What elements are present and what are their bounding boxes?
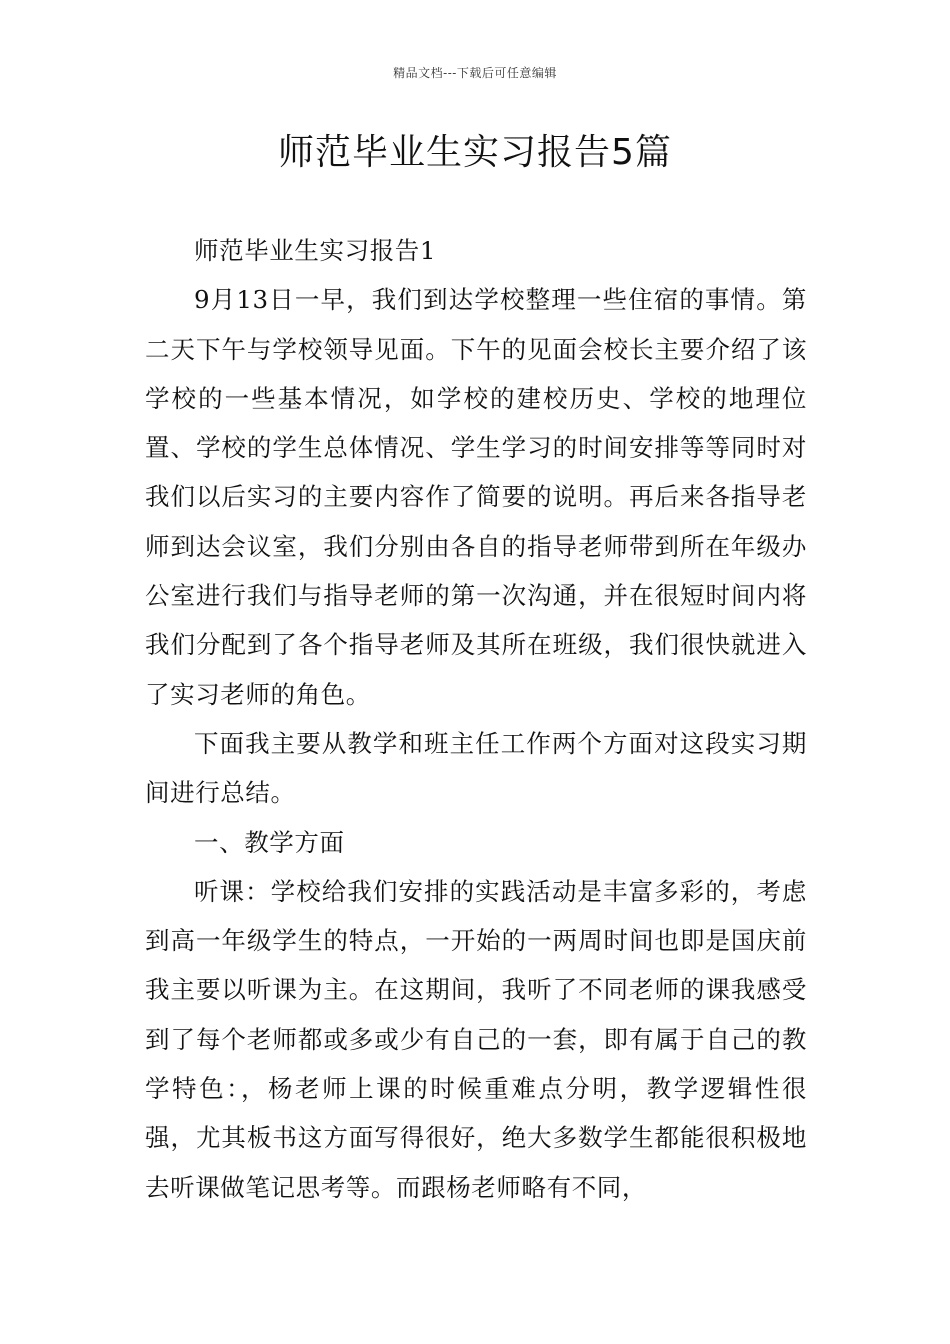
- body-paragraph: 9月13日一早，我们到达学校整理一些住宿的事情。第二天下午与学校领导见面。下午的见面会校长主要介绍了该学校的一些基本情况，如学校的建校历史、学校的地理位置、学校的学生总体情况、学生学习的时间安排等等同时对我们以后实习的主要内容作了简要的说明。再后来各指导老师到达会议室，我们分别由各自的指导老师带到所在年级办公室进行我们与指导老师的第一次沟通，并在很短时间内将我们分配到了各个指导老师及其所在班级，我们很快就进入了实习老师的角色。: [145, 285, 807, 709]
- body-paragraph: 下面我主要从教学和班主任工作两个方面对这段实习期间进行总结。: [145, 728, 807, 808]
- section-heading-teaching: 一、教学方面: [194, 827, 345, 857]
- document-title: 师范毕业生实习报告5篇: [278, 132, 672, 173]
- document-body: [145, 226, 807, 1212]
- header-note: 精品文档---下载后可任意编辑: [393, 66, 557, 80]
- body-paragraph: 听课：学校给我们安排的实践活动是丰富多彩的，考虑到高一年级学生的特点，一开始的一两周时间也即是国庆前我主要以听课为主。在这期间，我听了不同老师的课我感受到了每个老师都或多或少有自己的一套，即有属于自己的教学特色：，杨老师上课的时候重难点分明，教学逻辑性很强，尤其板书这方面写得很好，绝大多数学生都能很积极地去听课做笔记思考等。而跟杨老师略有不同，: [145, 876, 807, 1202]
- section-heading-report-1: 师范毕业生实习报告1: [194, 236, 437, 265]
